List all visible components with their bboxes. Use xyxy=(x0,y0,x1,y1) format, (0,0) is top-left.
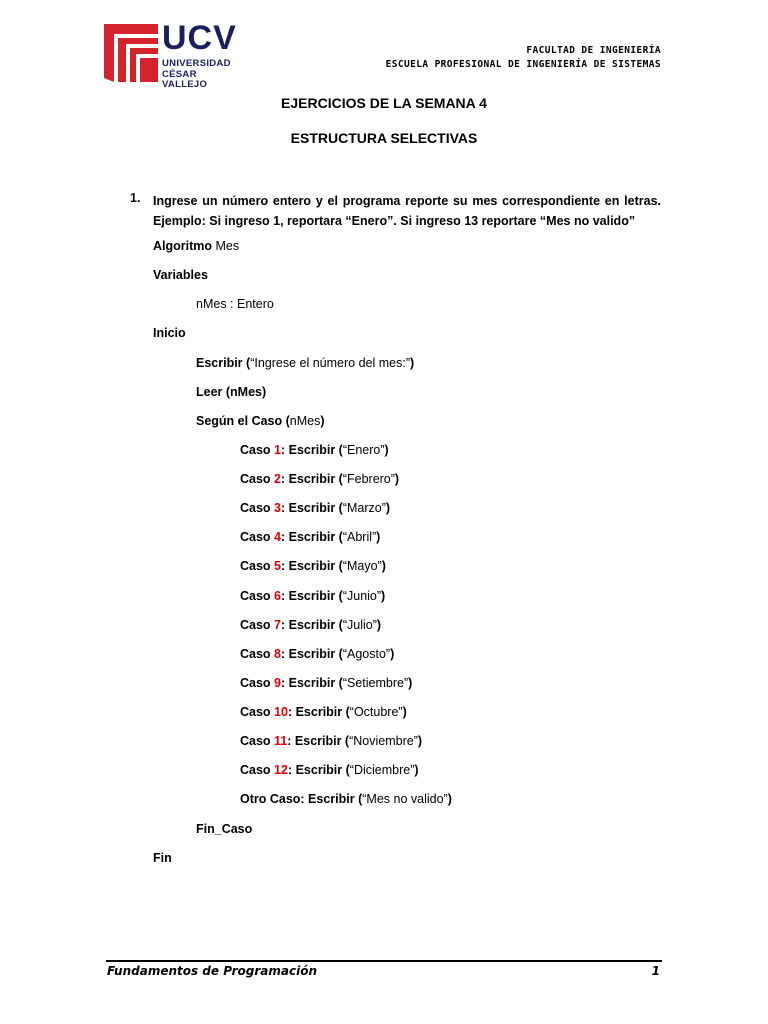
case-line xyxy=(240,472,399,486)
case-line xyxy=(240,501,390,515)
footer-course-title: Fundamentos de Programación xyxy=(107,964,318,978)
segun-statement xyxy=(196,414,325,428)
case-number: 10 xyxy=(274,704,288,719)
case-close: ) xyxy=(414,763,419,778)
case-escribir: : Escribir ( xyxy=(287,704,350,719)
algorithm-header xyxy=(153,239,239,253)
page-title: EJERCICIOS DE LA SEMANA 4 xyxy=(281,95,487,111)
case-keyword: Caso xyxy=(240,472,275,487)
case-keyword: Caso xyxy=(240,675,275,690)
case-keyword: Caso xyxy=(240,763,275,778)
variable-declaration: nMes : Entero xyxy=(196,297,274,311)
otro-caso-argument: “Mes no valido” xyxy=(362,792,448,806)
case-close: ) xyxy=(390,646,395,661)
case-argument: “Marzo” xyxy=(342,501,386,516)
case-keyword: Caso xyxy=(240,704,275,719)
case-escribir: : Escribir ( xyxy=(281,472,343,487)
case-keyword: Caso xyxy=(240,559,275,574)
case-number: 11 xyxy=(274,734,288,748)
case-close: ) xyxy=(381,559,386,574)
case-line xyxy=(240,559,386,573)
case-line xyxy=(240,530,380,544)
case-close: ) xyxy=(376,617,382,632)
otro-caso-line xyxy=(240,792,452,806)
case-number: 8 xyxy=(274,646,281,661)
case-escribir: : Escribir ( xyxy=(287,763,350,778)
case-escribir: : Escribir ( xyxy=(281,530,343,545)
case-argument: “Abril” xyxy=(342,530,377,545)
case-close: ) xyxy=(376,530,381,545)
question-number: 1. xyxy=(130,191,141,205)
case-close: ) xyxy=(385,501,391,516)
case-number: 6 xyxy=(274,588,281,603)
case-number: 5 xyxy=(274,559,281,574)
case-argument: “Agosto” xyxy=(342,646,391,661)
case-keyword: Caso xyxy=(240,501,275,516)
header-faculty: FACULTAD DE INGENIERÍA xyxy=(526,45,661,56)
case-number: 2 xyxy=(274,472,281,487)
escribir-close: ) xyxy=(409,356,415,370)
case-number: 1 xyxy=(274,443,281,457)
case-number: 4 xyxy=(274,530,281,545)
case-argument: “Noviembre” xyxy=(349,734,418,748)
case-argument: “Diciembre” xyxy=(349,763,415,778)
otro-caso-keyword: Otro Caso: Escribir ( xyxy=(240,792,363,806)
case-argument: “Octubre” xyxy=(349,704,403,719)
case-close: ) xyxy=(381,588,386,603)
ucv-logo xyxy=(104,19,244,90)
case-number: 7 xyxy=(274,617,281,632)
leer-statement: Leer (nMes) xyxy=(196,385,267,399)
case-keyword: Caso xyxy=(240,588,275,603)
case-escribir: : Escribir ( xyxy=(281,617,343,632)
case-escribir: : Escribir ( xyxy=(281,646,343,661)
case-line xyxy=(240,763,419,777)
escribir-statement xyxy=(196,356,414,370)
keyword-inicio: Inicio xyxy=(153,326,186,340)
case-close: ) xyxy=(408,675,413,690)
keyword-variables: Variables xyxy=(153,268,208,282)
question-text: Ingrese un número entero y el programa reporte su mes correspondiente en letras. Ejemplo: Si ingreso 1, reportara “Enero”. Si ingreso 13 reportare “Mes no valido” xyxy=(153,194,661,228)
case-line xyxy=(240,734,422,748)
case-number: 9 xyxy=(274,675,281,690)
case-close: ) xyxy=(417,734,423,748)
case-line xyxy=(240,705,407,719)
case-line xyxy=(240,676,412,690)
case-close: ) xyxy=(394,472,400,487)
case-argument: “Julio” xyxy=(342,617,377,632)
logo-wordmark: UCV xyxy=(162,19,237,57)
case-number: 3 xyxy=(274,501,281,516)
case-close: ) xyxy=(384,443,389,457)
case-argument: “Enero” xyxy=(342,443,385,457)
case-argument: “Junio” xyxy=(342,588,382,603)
logo-line-university: UNIVERSIDAD xyxy=(162,58,231,69)
escribir-keyword: Escribir ( xyxy=(196,356,251,370)
case-close: ) xyxy=(402,704,407,719)
escribir-argument: “Ingrese el número del mes:” xyxy=(250,356,410,370)
algorithm-name: Mes xyxy=(212,239,240,253)
case-line xyxy=(240,589,385,603)
keyword-fin: Fin xyxy=(153,851,172,865)
case-keyword: Caso xyxy=(240,734,275,748)
case-number: 12 xyxy=(274,763,288,778)
case-argument: “Mayo” xyxy=(342,559,382,574)
case-escribir: : Escribir ( xyxy=(281,443,343,457)
case-line xyxy=(240,443,389,457)
case-line xyxy=(240,647,394,661)
ucv-shield-icon xyxy=(104,20,158,82)
footer-divider xyxy=(106,960,662,962)
case-escribir: : Escribir ( xyxy=(281,559,343,574)
case-line xyxy=(240,618,381,632)
segun-close: ) xyxy=(320,414,325,428)
keyword-algoritmo: Algoritmo xyxy=(153,239,213,253)
case-escribir: : Escribir ( xyxy=(281,675,343,690)
page-subtitle: ESTRUCTURA SELECTIVAS xyxy=(290,130,478,146)
case-keyword: Caso xyxy=(240,530,275,545)
case-escribir: : Escribir ( xyxy=(281,588,343,603)
case-escribir: : Escribir ( xyxy=(287,734,350,748)
segun-keyword: Según el Caso ( xyxy=(196,414,290,428)
case-argument: “Febrero” xyxy=(342,472,395,487)
keyword-fin-caso: Fin_Caso xyxy=(196,822,253,836)
case-keyword: Caso xyxy=(240,443,275,457)
segun-variable: nMes xyxy=(289,414,321,428)
case-keyword: Caso xyxy=(240,646,275,661)
case-keyword: Caso xyxy=(240,617,275,632)
otro-caso-close: ) xyxy=(447,792,452,806)
header-school: ESCUELA PROFESIONAL DE INGENIERÍA DE SISTEMAS xyxy=(385,59,661,70)
logo-line-name: CÉSAR VALLEJO xyxy=(162,69,208,90)
case-escribir: : Escribir ( xyxy=(281,501,343,516)
footer-page-number: 1 xyxy=(651,964,660,978)
case-argument: “Setiembre” xyxy=(342,675,409,690)
